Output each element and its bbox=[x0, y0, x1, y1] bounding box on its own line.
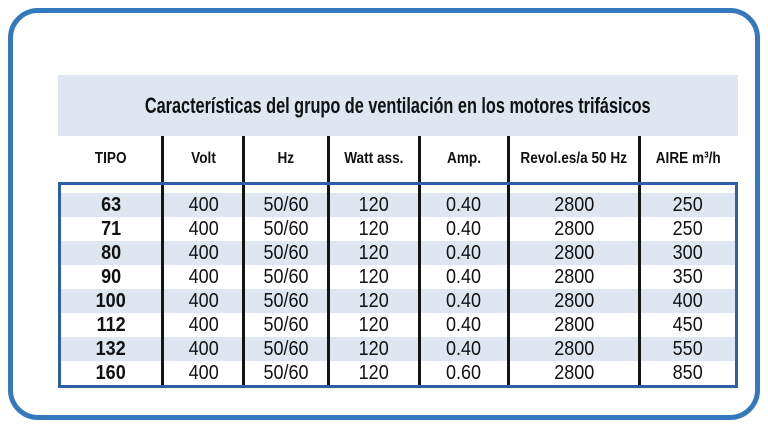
table-cell bbox=[507, 361, 638, 385]
divider-spacer bbox=[638, 185, 735, 193]
header-label: Watt ass. bbox=[344, 150, 404, 167]
divider-spacer bbox=[418, 185, 507, 193]
cell-value: 0.60 bbox=[446, 361, 482, 384]
row-tipo-value: 90 bbox=[101, 265, 122, 288]
table-cell bbox=[327, 289, 418, 313]
cell-value: 2800 bbox=[553, 337, 594, 360]
cell-value: 120 bbox=[358, 289, 389, 312]
table-cell bbox=[327, 265, 418, 289]
cell-value: 2800 bbox=[553, 289, 594, 312]
cell-value: 400 bbox=[188, 313, 219, 336]
table-cell bbox=[61, 313, 161, 337]
table-cell bbox=[61, 361, 161, 385]
divider-spacer bbox=[242, 185, 326, 193]
header-label: Amp. bbox=[446, 150, 481, 167]
header-label: TIPO bbox=[95, 150, 127, 167]
cell-value: 400 bbox=[188, 361, 219, 384]
header-cell-revol-es-a-50-hz bbox=[507, 136, 638, 182]
row-tipo-value: 160 bbox=[96, 361, 127, 384]
row-tipo-value: 63 bbox=[101, 193, 122, 216]
table-cell bbox=[161, 265, 242, 289]
cell-value: 120 bbox=[358, 241, 389, 264]
cell-value: 0.40 bbox=[446, 313, 482, 336]
table-row bbox=[61, 337, 735, 361]
cell-value: 0.40 bbox=[446, 289, 482, 312]
table-cell bbox=[161, 193, 242, 217]
cell-value: 50/60 bbox=[263, 241, 309, 264]
table-cell bbox=[418, 241, 507, 265]
table-cell bbox=[61, 265, 161, 289]
cell-value: 50/60 bbox=[263, 289, 309, 312]
table-cell bbox=[242, 313, 326, 337]
table-cell bbox=[242, 265, 326, 289]
header-cell-amp bbox=[418, 136, 507, 182]
cell-value: 350 bbox=[672, 265, 703, 288]
header-cell-watt-ass bbox=[327, 136, 418, 182]
rounded-card bbox=[8, 8, 760, 420]
cell-value: 2800 bbox=[553, 361, 594, 384]
cell-value: 450 bbox=[672, 313, 703, 336]
table-cell bbox=[327, 313, 418, 337]
cell-value: 400 bbox=[188, 217, 219, 240]
table-cell bbox=[638, 217, 735, 241]
characteristics-table bbox=[58, 75, 738, 388]
cell-value: 2800 bbox=[553, 193, 594, 216]
header-cell-hz bbox=[242, 136, 326, 182]
table-row bbox=[61, 193, 735, 217]
cell-value: 50/60 bbox=[263, 337, 309, 360]
cell-value: 120 bbox=[358, 265, 389, 288]
table-cell bbox=[418, 289, 507, 313]
table-cell bbox=[61, 193, 161, 217]
table-title: Características del grupo de ventilación en los motores trifásicos bbox=[145, 92, 651, 118]
table-cell bbox=[418, 193, 507, 217]
divider-spacer bbox=[161, 185, 242, 193]
table-cell bbox=[507, 217, 638, 241]
header-label: Revol.es/a 50 Hz bbox=[520, 150, 628, 167]
cell-value: 120 bbox=[358, 193, 389, 216]
table-cell bbox=[418, 361, 507, 385]
cell-value: 2800 bbox=[553, 265, 594, 288]
table-title-band bbox=[58, 75, 738, 136]
table-cell bbox=[161, 337, 242, 361]
row-tipo-value: 112 bbox=[96, 313, 126, 336]
cell-value: 400 bbox=[188, 241, 219, 264]
table-cell bbox=[418, 313, 507, 337]
cell-value: 2800 bbox=[553, 241, 594, 264]
table-cell bbox=[638, 265, 735, 289]
table-cell bbox=[418, 337, 507, 361]
table-header-row bbox=[58, 136, 738, 182]
table-cell bbox=[242, 241, 326, 265]
divider-spacer bbox=[61, 185, 161, 193]
cell-value: 250 bbox=[672, 217, 703, 240]
table-cell bbox=[327, 217, 418, 241]
cell-value: 850 bbox=[672, 361, 703, 384]
cell-value: 0.40 bbox=[446, 193, 482, 216]
row-tipo-value: 71 bbox=[101, 217, 122, 240]
table-data-block bbox=[58, 182, 738, 388]
table-cell bbox=[242, 217, 326, 241]
cell-value: 50/60 bbox=[263, 265, 309, 288]
table-cell bbox=[242, 193, 326, 217]
cell-value: 400 bbox=[188, 337, 219, 360]
table-cell bbox=[507, 193, 638, 217]
table-cell bbox=[161, 313, 242, 337]
table-row bbox=[61, 313, 735, 337]
table-cell bbox=[242, 361, 326, 385]
cell-value: 0.40 bbox=[446, 217, 482, 240]
table-row bbox=[61, 265, 735, 289]
cell-value: 120 bbox=[358, 313, 389, 336]
table-cell bbox=[638, 289, 735, 313]
table-cell bbox=[418, 217, 507, 241]
table-cell bbox=[327, 361, 418, 385]
header-label: Volt bbox=[190, 150, 216, 167]
cell-value: 120 bbox=[358, 337, 389, 360]
table-cell bbox=[161, 289, 242, 313]
cell-value: 550 bbox=[672, 337, 703, 360]
table-cell bbox=[638, 337, 735, 361]
table-cell bbox=[161, 361, 242, 385]
table-cell bbox=[507, 313, 638, 337]
table-cell bbox=[507, 265, 638, 289]
header-label: AIRE m³/h bbox=[655, 150, 721, 167]
row-tipo-value: 100 bbox=[96, 289, 127, 312]
header-cell-volt bbox=[161, 136, 242, 182]
table-cell bbox=[61, 289, 161, 313]
table-cell bbox=[327, 241, 418, 265]
header-cell-aire-m-h bbox=[638, 136, 735, 182]
table-cell bbox=[61, 337, 161, 361]
table-cell bbox=[638, 313, 735, 337]
table-cell bbox=[507, 241, 638, 265]
divider-spacer bbox=[327, 185, 418, 193]
cell-value: 250 bbox=[672, 193, 703, 216]
cell-value: 0.40 bbox=[446, 241, 482, 264]
table-cell bbox=[61, 217, 161, 241]
cell-value: 400 bbox=[188, 289, 219, 312]
table-row bbox=[61, 289, 735, 313]
divider-spacer bbox=[507, 185, 638, 193]
cell-value: 400 bbox=[672, 289, 703, 312]
table-cell bbox=[507, 337, 638, 361]
cell-value: 0.40 bbox=[446, 337, 482, 360]
header-cell-tipo bbox=[61, 136, 161, 182]
table-cell bbox=[638, 193, 735, 217]
table-cell bbox=[161, 241, 242, 265]
table-top-padding-row bbox=[61, 185, 735, 193]
table-cell bbox=[61, 241, 161, 265]
cell-value: 120 bbox=[358, 217, 389, 240]
table-cell bbox=[327, 193, 418, 217]
cell-value: 300 bbox=[672, 241, 703, 264]
cell-value: 50/60 bbox=[263, 217, 309, 240]
cell-value: 400 bbox=[188, 193, 219, 216]
cell-value: 50/60 bbox=[263, 313, 309, 336]
row-tipo-value: 132 bbox=[96, 337, 127, 360]
row-tipo-value: 80 bbox=[101, 241, 122, 264]
table-cell bbox=[638, 361, 735, 385]
table-row bbox=[61, 241, 735, 265]
table-cell bbox=[161, 217, 242, 241]
cell-value: 0.40 bbox=[446, 265, 482, 288]
table-cell bbox=[242, 289, 326, 313]
header-label: Hz bbox=[277, 150, 295, 167]
cell-value: 50/60 bbox=[263, 361, 309, 384]
table-row bbox=[61, 361, 735, 385]
table-row bbox=[61, 217, 735, 241]
cell-value: 2800 bbox=[553, 217, 594, 240]
cell-value: 2800 bbox=[553, 313, 594, 336]
cell-value: 120 bbox=[358, 361, 389, 384]
table-cell bbox=[507, 289, 638, 313]
cell-value: 400 bbox=[188, 265, 219, 288]
table-cell bbox=[418, 265, 507, 289]
table-cell bbox=[638, 241, 735, 265]
table-cell bbox=[242, 337, 326, 361]
table-cell bbox=[327, 337, 418, 361]
cell-value: 50/60 bbox=[263, 193, 309, 216]
